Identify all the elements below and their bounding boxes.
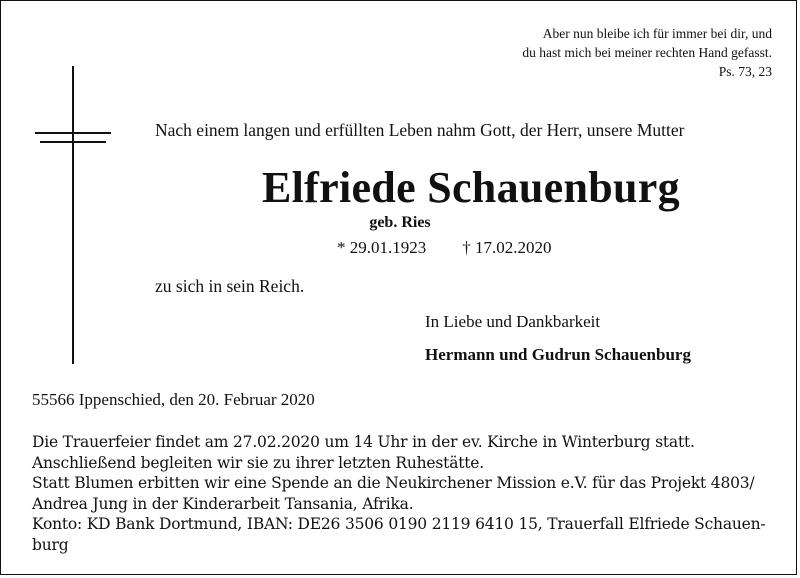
details-line: burg [32, 535, 69, 554]
quote-reference: Ps. 73, 23 [718, 64, 772, 79]
details-line: Die Trauerfeier findet am 27.02.2020 um 14 Uhr in der ev. Kirche in Winterburg statt. [32, 433, 695, 451]
maiden-name: geb. Ries [369, 214, 431, 231]
mourners-names: Hermann und Gudrun Schauenburg [425, 345, 691, 364]
quote-line-2: du hast mich bei meiner rechten Hand gefasst. [522, 45, 772, 60]
details-line: Statt Blumen erbitten wir eine Spende an die Neukirchener Mission e.V. für das Projekt 4803/ [32, 474, 755, 492]
intro-text: Nach einem langen und erfüllten Leben nahm Gott, der Herr, unsere Mutter [155, 120, 685, 140]
details-line: Konto: KD Bank Dortmund, IBAN: DE26 3506 0190 2119 6410 15, Trauerfall Elfriede Schauen- [32, 515, 766, 533]
death-date: † 17.02.2020 [462, 238, 552, 257]
closing-text: In Liebe und Dankbarkeit [425, 312, 601, 331]
birth-date: * 29.01.1923 [337, 238, 427, 257]
cross-horizontal-bar-lower [40, 141, 106, 143]
details-line: Andrea Jung in der Kinderarbeit Tansania, Afrika. [32, 494, 414, 513]
service-details [32, 432, 765, 555]
place-date: 55566 Ippenschied, den 20. Februar 2020 [32, 390, 315, 409]
deceased-name: Elfriede Schauenburg [262, 163, 680, 212]
reich-text: zu sich in sein Reich. [155, 276, 305, 296]
cross-horizontal-bar-upper [35, 132, 111, 134]
life-dates [337, 238, 552, 258]
details-line: Anschließend begleiten wir sie zu ihrer letzten Ruhestätte. [32, 453, 484, 472]
quote-line-1: Aber nun bleibe ich für immer bei dir, und [542, 26, 772, 41]
bible-quote [522, 24, 772, 81]
